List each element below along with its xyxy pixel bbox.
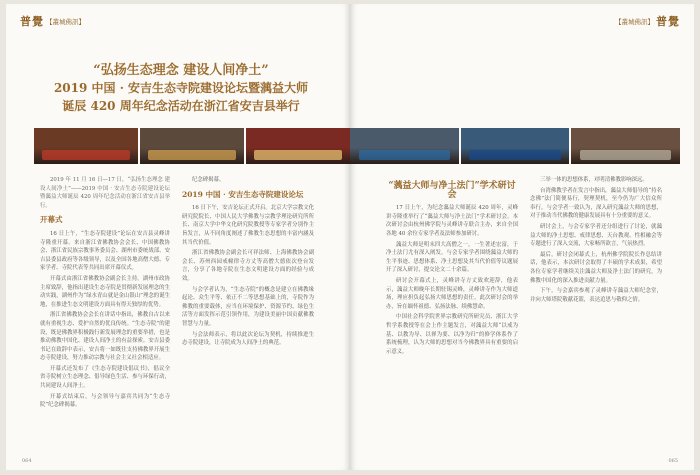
left-page [6,4,350,470]
event-photo [461,128,570,164]
magazine-logo: 普覺 [20,15,44,28]
photo-strip-right [350,128,680,164]
section-label: 【叢城佛訊】 [615,17,654,26]
photo-detail [580,150,671,160]
event-photo [34,128,138,164]
section-heading: 开幕式 [40,215,63,225]
header-brand [615,13,680,29]
event-photo [140,128,244,164]
right-page [350,4,694,470]
body-paragraph: 台湾佛教学者在发言中指出，蕅益大师倡导的“持名念佛”法门简便易行，契理契机，至今仍为广大信众所奉行。与会学者一致认为，深入研究蕅益大师的思想，对于推动当代佛教的健康发展具有十分重要的意义。 [530,187,662,220]
body-paragraph: 16 日下午，安吉论坛正式开启。北京大学宗教文化研究院院长、中国人民大学佛教与宗教学理论研究所所长、南京大学中华文化研究院教授等专家学者分别作主旨发言，从不同角度阐述了佛教生态思想的丰富内涵及其当代价值。 [182,205,314,246]
body-paragraph: 与会法师表示，将以此次论坛为契机，持续推进生态寺院建设，让寺院成为人间净土的典范。 [182,331,314,347]
body-paragraph: 最后，研讨会闭幕式上，杭州佛学院院长作总结讲话，他表示，本次研讨会取得了丰硕的学术成果，希望各位专家学者继续关注蕅益大师及净土法门的研究，为佛教中国化的深入推进贡献力量。 [530,251,662,284]
body-paragraph: 开幕式结束后，与会领导与嘉宾共同为“生态寺院”纪念碑揭幕。 [40,393,170,409]
right-column-1 [386,176,518,458]
page-number: 065 [668,458,678,464]
body-paragraph: 下午，与会嘉宾参观了灵峰讲寺蕅益大师纪念堂，并向大师塔院敬献花篮，表达追思与敬仰之情。 [530,288,662,303]
section-heading: 2019 中国 · 安吉生态寺院建设论坛 [182,189,304,199]
left-column-2 [182,176,314,458]
section-heading: “蕅益大师与净土法门”学术研讨会 [388,181,516,200]
body-paragraph: 蕅益大师是明末四大高僧之一，一生著述宏富，于净土法门尤有深入阐发。与会专家学者围绕蕅益大师的生平事迹、思想体系、净土思想及其当代价值等议题展开了深入研讨，提交论文二十余篇。 [386,241,518,274]
section-label: 【叢城佛訊】 [46,17,85,26]
body-paragraph: 17 日上午，为纪念蕅益大师诞辰 420 周年，灵峰讲寺隆重举行了“蕅益大师与净土法门”学术研讨会。本次研讨会由杭州佛学院与灵峰讲寺联合主办，来自全国各地 40 余位专家学者及法师参加研讨。 [386,205,518,237]
body-paragraph: 纪念碑揭幕。 [192,177,225,183]
body-paragraph: 开幕式由浙江省佛教协会副会长主持。湖州市政协主席致辞，他指出建设生态寺院是贯彻新发展理念的生动实践，湖州作为“绿水青山就是金山银山”理念的诞生地，在推进生态文明建设方面具有得天独厚的优势。 [40,275,170,308]
body-paragraph: 浙江省佛教协会副会长可祥法师、上海佛教协会副会长、苏州西园戒幢律寺方丈等高僧大德依次登台发言，分享了各地寺院在生态文明建设方面的经验与成效。 [182,250,314,282]
photo-detail [359,150,450,160]
body-paragraph: 16 日上午，“生态寺院建设”论坛在安吉县灵峰讲寺隆重开幕。来自浙江省佛教协会会长、中国佛教协会、浙江省民族宗教事务委员会、湖州市委统战部、安吉县委县政府等各级领导，以及全国各地高僧大德、专家学者、寺院代表等共同出席开幕仪式。 [40,230,170,272]
body-paragraph: 研讨会上，与会专家学者还分组进行了讨论，就蕅益大师的净土思想、戒律思想、天台教观、性相融会等专题进行了深入交流，大家畅所欲言，气氛热烈。 [530,223,662,248]
event-photo [571,128,680,164]
body-paragraph: 与会学者认为，“生态寺院”的概念是建立在佛教缘起论、众生平等、依正不二等思想基础上的，寺院作为佛教的重要载体，应当在环境保护、资源节约、绿色生活等方面发挥示范引领作用，为建设美丽中国贡献佛教智慧与力量。 [182,286,314,327]
body-paragraph: 开幕式还发布了《生态寺院建设倡议书》，倡议全省寺院树立生态理念、倡导绿色生活、参与环保行动，共同建设人间净土。 [40,365,170,390]
body-paragraph: 中国社会科学院世界宗教研究所研究员、浙江大学哲学系教授等在会上作主题发言，对蕅益大师“以戒为基、以教为导、以禅为要、以净为归”的修学体系作了系统梳理，认为大师的思想对当今佛教界具有重要的启示意义。 [386,314,518,355]
photo-detail [148,150,235,160]
right-column-2 [530,176,662,458]
magazine-logo: 普覺 [656,15,680,28]
photo-detail [42,150,129,160]
photo-detail [469,150,560,160]
event-photo [350,128,459,164]
article-title-line1: “弘扬生态理念 建设人间净土” [93,63,269,78]
event-photo [246,128,350,164]
photo-detail [254,150,341,160]
article-title-line2: 2019 中国 · 安吉生态寺院建设论坛暨蕅益大师 [53,81,309,95]
article-title-line3: 诞辰 420 周年纪念活动在浙江省安吉县举行 [62,99,300,113]
lead-paragraph: 2019 年 11 月 16 日—17 日，“弘扬生态理念 建设人间净土”——2019 中国 · 安吉生态寺院建设论坛暨蕅益大师诞辰 420 周年纪念活动在浙江省安吉县举行。 [40,177,170,209]
magazine-spread [6,4,694,470]
body-paragraph: 浙江省佛教协会会长在讲话中指出，佛教自古以来就有重视生态、爱护自然的优良传统。“生态寺院”的建设，既是佛教界积极践行新发展理念的重要举措，也是推动佛教中国化、建设人间净土的有益探索。安吉县委书记在致辞中表示，安吉将一如既往支持佛教界开展生态寺院建设，努力推动宗教与社会主义社会相适应。 [40,312,170,362]
body-paragraph: 研讨会开幕式上，灵峰讲寺方丈致欢迎辞，他表示，蕅益大师晚年长期驻锡灵峰，灵峰讲寺作为大师道场，理应担负起弘扬大师思想的责任，此次研讨会的举办，旨在缅怀祖德、弘扬法脉、续佛慧命。 [386,277,518,310]
header-brand [20,13,85,29]
page-number: 064 [22,458,32,464]
photo-strip-left [34,128,350,164]
left-column-1 [40,176,170,458]
body-paragraph: 三举一体的思想体系，对明清佛教影响深远。 [540,177,648,183]
